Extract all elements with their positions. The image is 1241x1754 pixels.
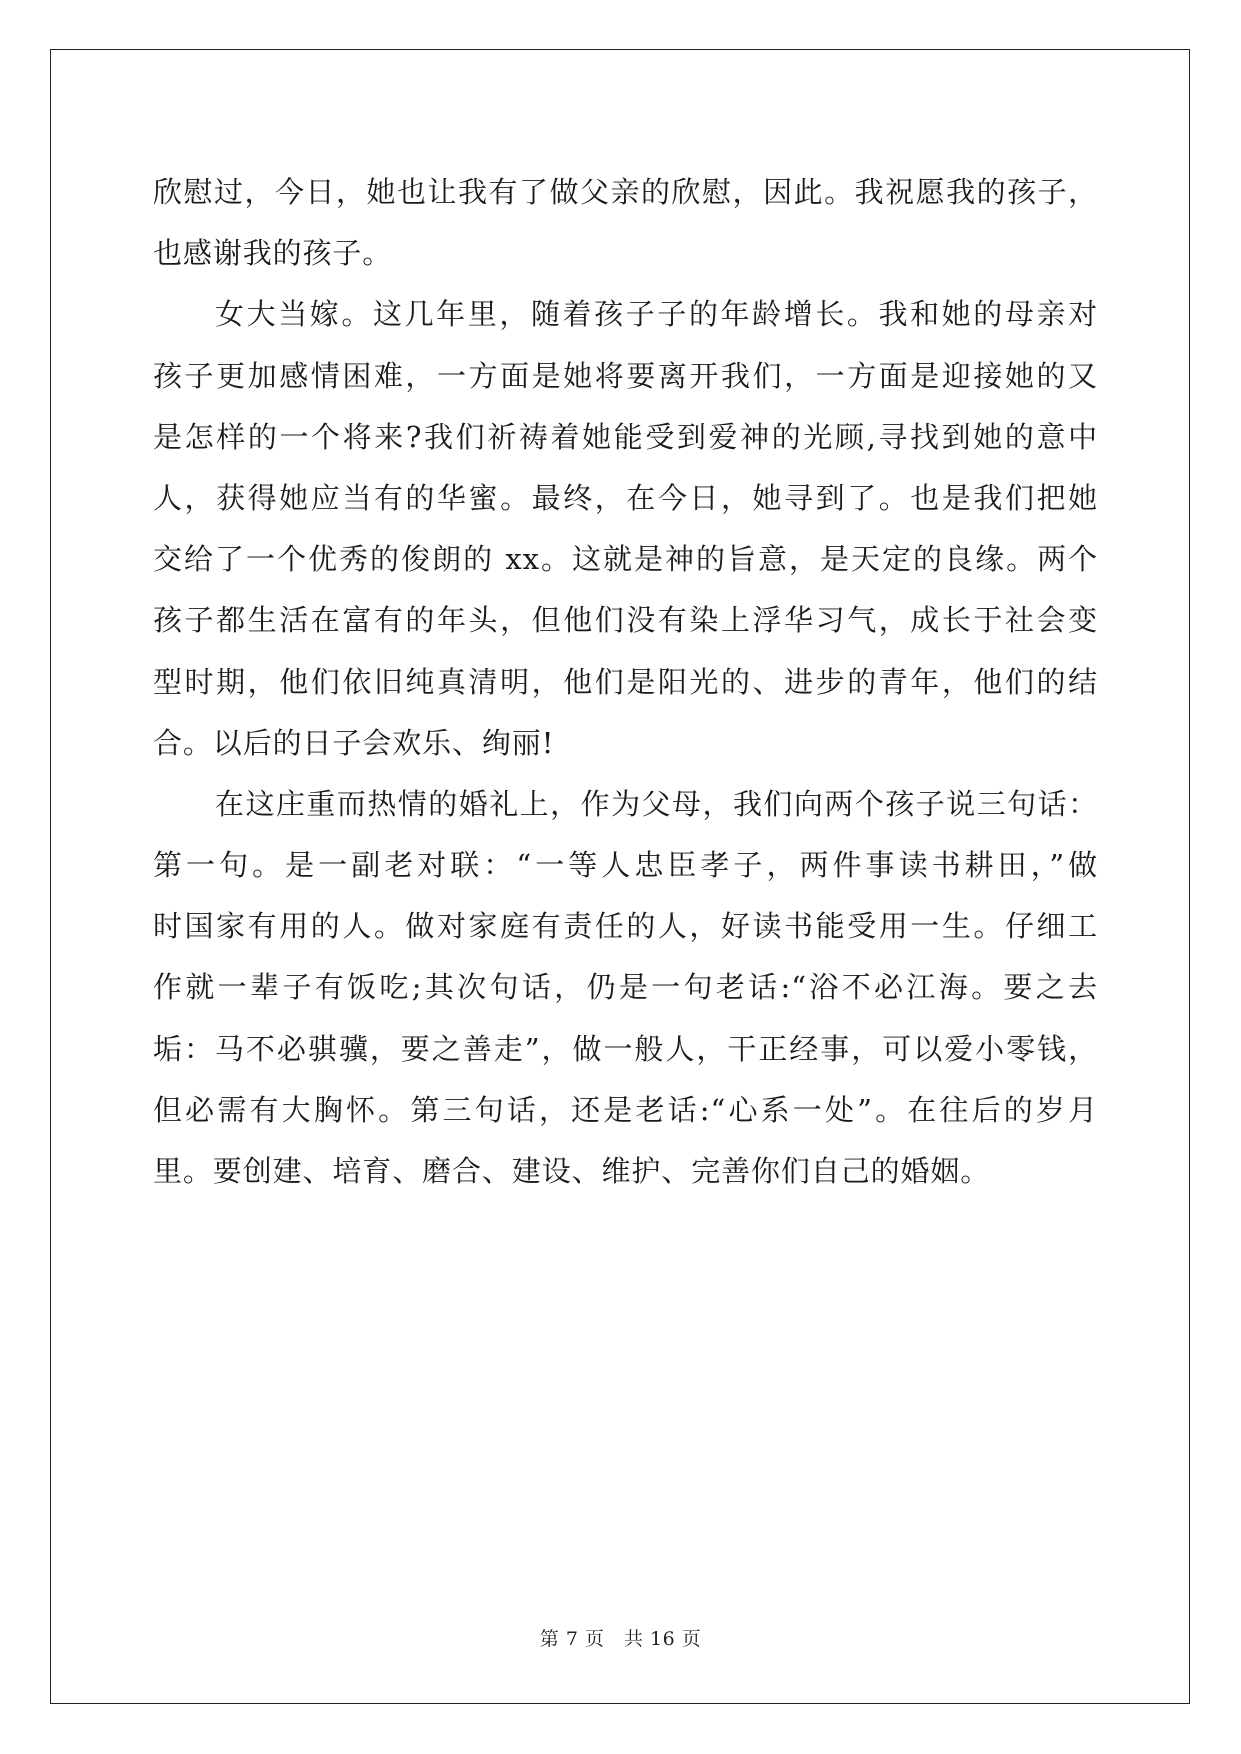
text-line: 第一句。是一副老对联：“一等人忠臣孝子，两件事读书耕田，”做 — [153, 848, 1098, 883]
page-number-footer: 第 7 页 共 16 页 — [539, 1628, 702, 1650]
text-line: 型时期，他们依旧纯真清明，他们是阳光的、进步的青年，他们的结 — [153, 664, 1098, 699]
text-line: 孩子更加感情困难，一方面是她将要离开我们，一方面是迎接她的又 — [153, 358, 1098, 393]
text-line: 垢：马不必骐骥，要之善走”，做一般人，干正经事，可以爱小零钱， — [153, 1031, 1098, 1066]
text-line: 作就一辈子有饭吃;其次句话，仍是一句老话:“浴不必江海。要之去 — [153, 970, 1098, 1005]
text-line: 里。要创建、培育、磨合、建设、维护、完善你们自己的婚姻。 — [153, 1154, 991, 1188]
text-line: 也感谢我的孩子。 — [153, 236, 393, 271]
text-line: 合。以后的日子会欢乐、绚丽! — [153, 725, 555, 760]
text-line: 交给了一个优秀的俊朗的 xx。这就是神的旨意，是天定的良缘。两个 — [153, 542, 1098, 577]
text-line: 孩子都生活在富有的年头，但他们没有染上浮华习气，成长于社会变 — [153, 603, 1098, 638]
text-line: 但必需有大胸怀。第三句话，还是老话:“心系一处”。在往后的岁月 — [153, 1092, 1098, 1127]
text-line: 欣慰过，今日，她也让我有了做父亲的欣慰，因此。我祝愿我的孩子， — [153, 175, 1098, 209]
text-line: 是怎样的一个将来?我们祈祷着她能受到爱神的光顾,寻找到她的意中 — [153, 419, 1098, 454]
document-body — [153, 162, 1098, 1202]
text-line: 在这庄重而热情的婚礼上，作为父母，我们向两个孩子说三句话： — [215, 786, 1098, 821]
text-line: 女大当嫁。这几年里，随着孩子子的年龄增长。我和她的母亲对 — [215, 297, 1098, 332]
text-line: 时国家有用的人。做对家庭有责任的人，好读书能受用一生。仔细工 — [153, 909, 1098, 944]
text-line: 人，获得她应当有的华蜜。最终，在今日，她寻到了。也是我们把她 — [153, 480, 1098, 515]
